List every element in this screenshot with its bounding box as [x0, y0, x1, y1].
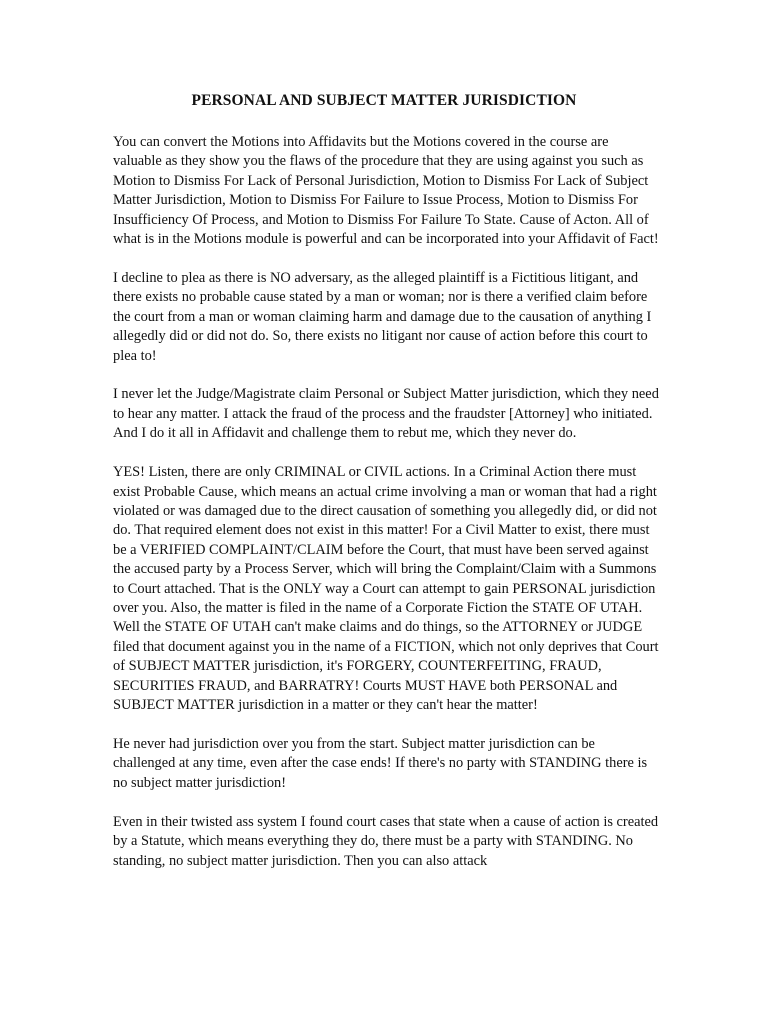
paragraph-3: I never let the Judge/Magistrate claim Personal or Subject Matter jurisdiction, which they need to hear any matter. I attack the fraud of the process and the fraudster [Attorney] who initiated. And I do it all in Affidavit and challenge them to rebut me, which they never do. [113, 386, 659, 442]
paragraph-5: He never had jurisdiction over you from the start. Subject matter jurisdiction can be challenged at any time, even after the case ends! If there's no party with STANDING there is no subject matter jurisdiction! [113, 735, 648, 791]
paragraph-4: YES! Listen, there are only CRIMINAL or CIVIL actions. In a Criminal Action there must exist Probable Cause, which means an actual crime involving a man or woman that had a right violated or was damaged due to the direct causation of something you allegedly did, or did not do. That required element does not exist in this matter! For a Civil Matter to exist, there must be a VERIFIED COMPLAINT/CLAIM before the Court, that must have been served against the accused party by a Process Server, which will bring the Complaint/Claim with a Summons to Court attached. That is the ONLY way a Court can attempt to gain PERSONAL jurisdiction over you. Also, the matter is filed in the name of a Corporate Fiction the STATE OF UTAH. Well the STATE OF UTAH can't make claims and do things, so the ATTORNEY or JUDGE filed that document against you in the name of a FICTION, which not only deprives that Court of SUBJECT MATTER jurisdiction, it's FORGERY, COUNTERFEITING, FRAUD, SECURITIES FRAUD, and BARRATRY! Courts MUST HAVE both PERSONAL and SUBJECT MATTER jurisdiction in a matter or they can't hear the matter! [113, 464, 659, 714]
paragraph-6: Even in their twisted ass system I found court cases that state when a cause of action is created by a Statute, which means everything they do, there must be a party with STANDING. No standing, no subject matter jurisdiction. Then you can also attack [113, 813, 659, 869]
document-body [113, 133, 659, 890]
paragraph-2: I decline to plea as there is NO adversary, as the alleged plaintiff is a Fictitious litigant, and there exists no probable cause stated by a man or woman; nor is there a verified claim before the court from a man or woman claiming harm and damage due to the causation of anything I allegedly did or did not do. So, there exists no litigant nor cause of action before this court to plea to! [113, 269, 652, 364]
document-title: PERSONAL AND SUBJECT MATTER JURISDICTION [191, 92, 577, 109]
paragraph-1: You can convert the Motions into Affidavits but the Motions covered in the course are valuable as they show you the flaws of the procedure that they are using against you such as Motion to Dismiss For Lack of Personal Jurisdiction, Motion to Dismiss For Lack of Subject Matter Jurisdiction, Motion to Dismiss For Failure to Issue Process, Motion to Dismiss For Insufficiency Of Process, and Motion to Dismiss For Failure To State. Cause of Acton. All of what is in the Motions module is powerful and can be incorporated into your Affidavit of Fact! [113, 134, 659, 248]
